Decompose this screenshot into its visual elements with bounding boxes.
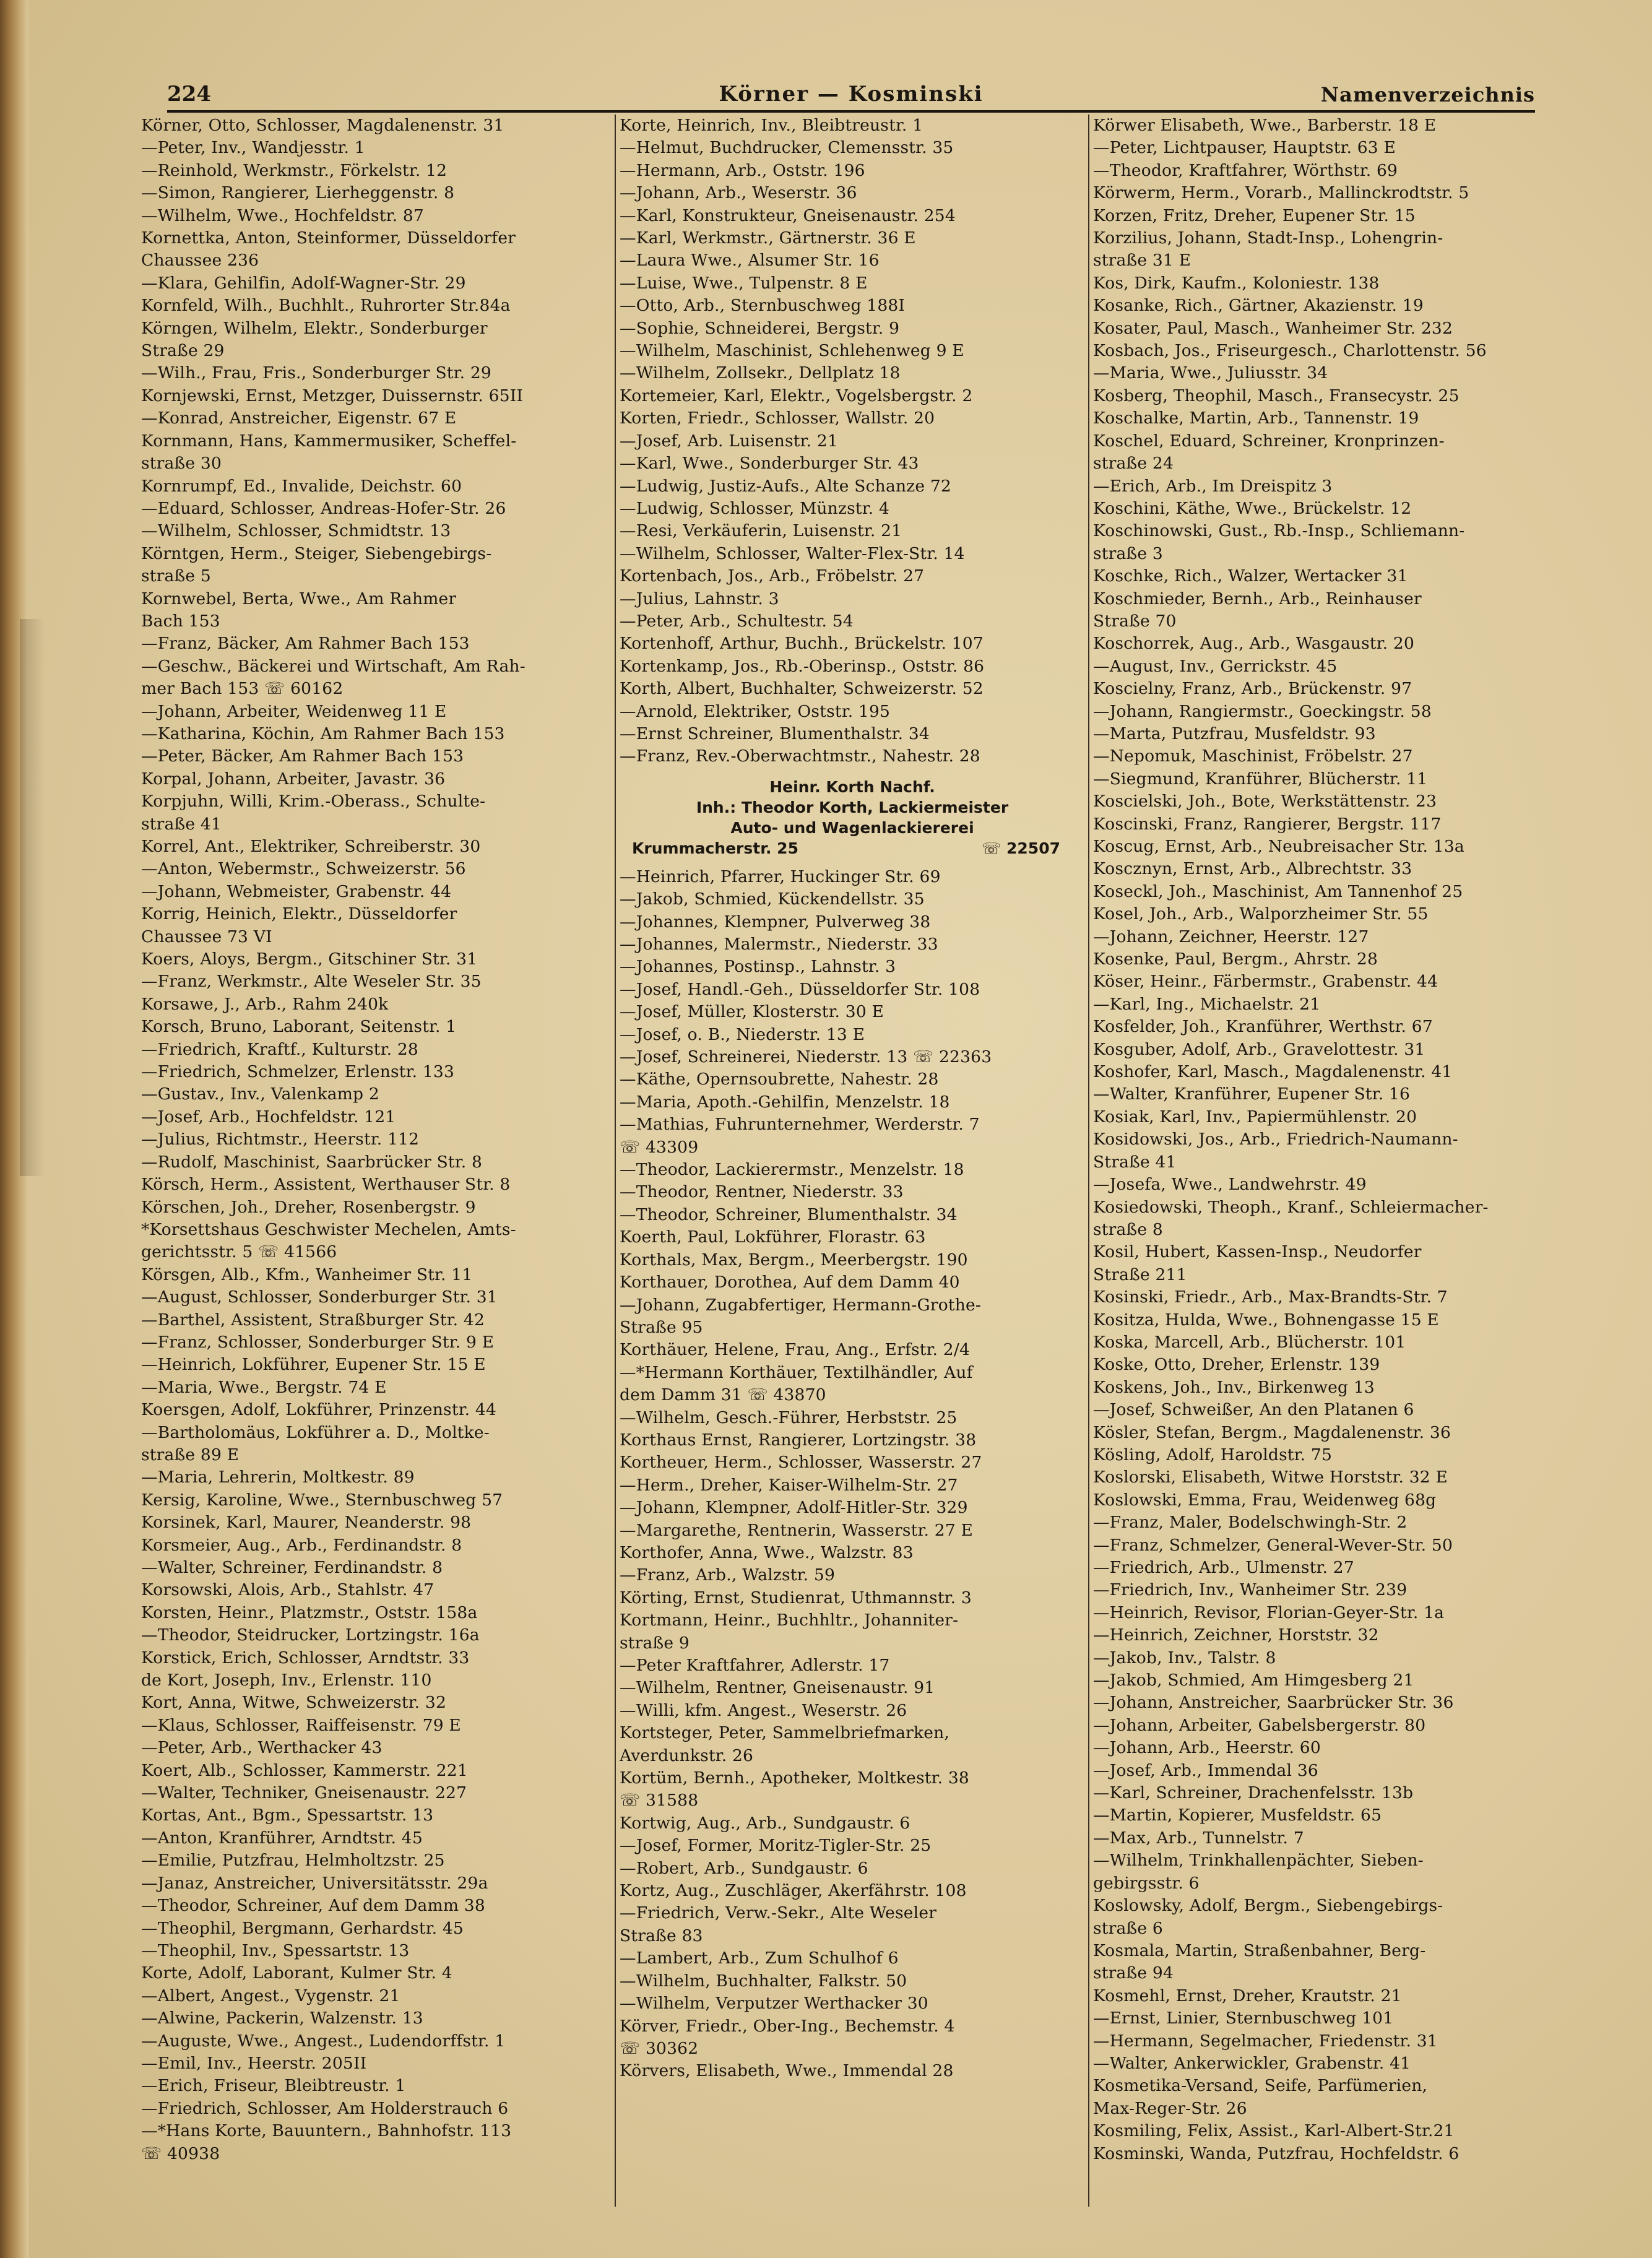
directory-entry: Körwerm, Herm., Vorarb., Mallinckrodtstr. 5 [1093, 183, 1469, 203]
directory-entry: Korstick, Erich, Schlosser, Arndtstr. 33 [141, 1648, 470, 1668]
directory-entry: Straße 70 [1093, 611, 1177, 631]
directory-entry: Kosmiling, Felix, Assist., Karl-Albert-Str.21 [1093, 2121, 1455, 2141]
directory-entry: —Franz, Rev.-Oberwachtmstr., Nahestr. 28 [620, 746, 980, 766]
directory-entry: Körntgen, Herm., Steiger, Siebengebirgs- [141, 543, 492, 563]
directory-entry: Kortmann, Heinr., Buchhltr., Johanniter- [620, 1611, 959, 1630]
section-title: Namenverzeichnis [1320, 83, 1535, 106]
directory-entry: —Josef, Arb., Hochfeldstr. 121 [141, 1107, 396, 1127]
directory-entry: straße 8 [1093, 1219, 1163, 1239]
directory-entry: —Arnold, Elektriker, Oststr. 195 [620, 701, 891, 721]
directory-entry: —Josef, Müller, Klosterstr. 30 E [620, 1002, 884, 1022]
directory-entry: Koscznyn, Ernst, Arb., Albrechtstr. 33 [1093, 859, 1412, 879]
directory-entry: —Wilhelm, Schlosser, Schmidtstr. 13 [141, 521, 451, 541]
directory-entry: —Josef, Arb. Luisenstr. 21 [620, 431, 838, 451]
directory-entry: —Herm., Dreher, Kaiser-Wilhelm-Str. 27 [620, 1475, 958, 1495]
directory-entry: Koert, Alb., Schlosser, Kammerstr. 221 [141, 1760, 468, 1780]
directory-entry: —Martin, Kopierer, Musfeldstr. 65 [1093, 1806, 1382, 1825]
directory-entry: —Josef, Schweißer, An den Platanen 6 [1093, 1400, 1414, 1420]
directory-entry: de Kort, Joseph, Inv., Erlenstr. 110 [141, 1671, 432, 1690]
directory-entry: —Willi, kfm. Angest., Weserstr. 26 [620, 1700, 907, 1720]
ad-contact-line [620, 838, 1085, 859]
directory-entry: Kornettka, Anton, Steinformer, Düsseldorfer [141, 228, 516, 248]
directory-entry: Kosinski, Friedr., Arb., Max-Brandts-Str. 7 [1093, 1287, 1448, 1307]
directory-entry: Max-Reger-Str. 26 [1093, 2098, 1247, 2118]
directory-entry: Straße 29 [141, 341, 225, 361]
directory-entry: —Karl, Konstrukteur, Gneisenaustr. 254 [620, 205, 956, 225]
directory-entry: —Franz, Bäcker, Am Rahmer Bach 153 [141, 634, 470, 654]
directory-entry: Korpjuhn, Willi, Krim.-Oberass., Schulte- [141, 792, 486, 811]
directory-entry: —Heinrich, Zeichner, Horststr. 32 [1093, 1625, 1379, 1645]
ad-phone: ☏ 22507 [982, 839, 1060, 857]
directory-entry: Averdunkstr. 26 [620, 1745, 754, 1765]
directory-entry: —Wilhelm, Trinkhallenpächter, Sieben- [1093, 1851, 1424, 1871]
directory-entry: Koschinowski, Gust., Rb.-Insp., Schliemann- [1093, 521, 1465, 541]
directory-entry: straße 31 E [1093, 251, 1191, 270]
directory-entry: —Wilhelm, Gesch.-Führer, Herbststr. 25 [620, 1408, 958, 1427]
directory-entry: —Karl, Schreiner, Drachenfelsstr. 13b [1093, 1783, 1414, 1803]
directory-entry: —Simon, Rangierer, Lierheggenstr. 8 [141, 183, 455, 203]
directory-entry: Chaussee 236 [141, 251, 259, 270]
directory-entry: Korth, Albert, Buchhalter, Schweizerstr. 52 [620, 679, 984, 699]
directory-entry: Koseckl, Joh., Maschinist, Am Tannenhof 25 [1093, 881, 1463, 901]
directory-entry: Kosmala, Martin, Straßenbahner, Berg- [1093, 1940, 1426, 1960]
directory-entry: —Laura Wwe., Alsumer Str. 16 [620, 251, 880, 270]
directory-entry: —Johannes, Malermstr., Niederstr. 33 [620, 935, 938, 954]
directory-entry: Kornwebel, Berta, Wwe., Am Rahmer [141, 589, 457, 608]
directory-entry: —Wilhelm, Buchhalter, Falkstr. 50 [620, 1971, 907, 1991]
directory-entry: —Anton, Webermstr., Schweizerstr. 56 [141, 859, 466, 879]
directory-entry: straße 6 [1093, 1918, 1163, 1938]
directory-entry: Korthofer, Anna, Wwe., Walzstr. 83 [620, 1542, 914, 1562]
directory-entry: —Walter, Ankerwickler, Grabenstr. 41 [1093, 2053, 1411, 2073]
directory-entry: —Theodor, Lackierermstr., Menzelstr. 18 [620, 1160, 964, 1180]
directory-entry: —*Hans Korte, Bauuntern., Bahnhofstr. 113 [141, 2121, 512, 2141]
directory-entry: —Mathias, Fuhrunternehmer, Werderstr. 7 [620, 1115, 980, 1135]
directory-entry: Kosminski, Wanda, Putzfrau, Hochfeldstr. 6 [1093, 2143, 1460, 2163]
directory-entry: —Theodor, Schreiner, Auf dem Damm 38 [141, 1896, 485, 1916]
directory-entry: —Albert, Angest., Vygenstr. 21 [141, 1986, 400, 2005]
directory-entry: —Johann, Arbeiter, Weidenweg 11 E [141, 701, 447, 721]
directory-entry: —Karl, Ing., Michaelstr. 21 [1093, 994, 1321, 1014]
directory-entry: Koska, Marcell, Arb., Blücherstr. 101 [1093, 1332, 1406, 1352]
directory-entry: Koschorrek, Aug., Arb., Wasgaustr. 20 [1093, 634, 1415, 654]
directory-entry: —Reinhold, Werkmstr., Förkelstr. 12 [141, 160, 448, 180]
directory-entry: —*Hermann Korthäuer, Textilhändler, Auf [620, 1362, 973, 1382]
directory-entry: —Konrad, Anstreicher, Eigenstr. 67 E [141, 409, 457, 428]
directory-entry: —Franz, Schmelzer, General-Wever-Str. 50 [1093, 1535, 1453, 1555]
directory-entry: Korten, Friedr., Schlosser, Wallstr. 20 [620, 409, 935, 428]
directory-entry: *Korsettshaus Geschwister Mechelen, Amts- [141, 1219, 516, 1239]
directory-entry: Körschen, Joh., Dreher, Rosenbergstr. 9 [141, 1197, 476, 1217]
directory-entry: Kosanke, Rich., Gärtner, Akazienstr. 19 [1093, 296, 1424, 316]
directory-entry: —Siegmund, Kranführer, Blücherstr. 11 [1093, 769, 1428, 789]
directory-entry: —Walter, Techniker, Gneisenaustr. 227 [141, 1783, 467, 1803]
directory-entry: —Alwine, Packerin, Walzenstr. 13 [141, 2009, 423, 2028]
directory-entry: —Theophil, Bergmann, Gerhardstr. 45 [141, 1918, 464, 1938]
directory-entry: Kortas, Ant., Bgm., Spessartstr. 13 [141, 1806, 434, 1825]
directory-entry: Koslowski, Emma, Frau, Weidenweg 68g [1093, 1490, 1437, 1510]
directory-entry: —Käthe, Opernsoubrette, Nahestr. 28 [620, 1070, 939, 1089]
directory-entry: Koscielny, Franz, Arb., Brückenstr. 97 [1093, 679, 1412, 699]
directory-entry: Straße 95 [620, 1317, 703, 1337]
directory-entry: Kosmetika-Versand, Seife, Parfümerien, [1093, 2076, 1428, 2096]
directory-entry: Korzen, Fritz, Dreher, Eupener Str. 15 [1093, 205, 1416, 225]
directory-entry: —August, Schlosser, Sonderburger Str. 31 [141, 1287, 498, 1307]
directory-entry: —Franz, Schlosser, Sonderburger Str. 9 E [141, 1332, 495, 1352]
directory-entry: Koshofer, Karl, Masch., Magdalenenstr. 41 [1093, 1062, 1453, 1082]
directory-entry: —Johannes, Klempner, Pulverweg 38 [620, 912, 931, 932]
directory-entry: Kortenbach, Jos., Arb., Fröbelstr. 27 [620, 566, 925, 586]
directory-entry: —Heinrich, Pfarrer, Huckinger Str. 69 [620, 867, 941, 886]
directory-entry: Koslorski, Elisabeth, Witwe Horststr. 32 E [1093, 1468, 1448, 1487]
directory-entry: Kornjewski, Ernst, Metzger, Duissernstr. 65II [141, 386, 524, 405]
directory-entry: Kornfeld, Wilh., Buchhlt., Ruhrorter Str.84a [141, 296, 511, 316]
directory-entry: —Maria, Wwe., Bergstr. 74 E [141, 1377, 387, 1397]
directory-entry: Kösling, Adolf, Haroldstr. 75 [1093, 1445, 1333, 1464]
directory-entry: Koscielski, Joh., Bote, Werkstättenstr. 23 [1093, 792, 1437, 811]
page-header [167, 73, 1535, 113]
directory-entry: Kersig, Karoline, Wwe., Sternbuschweg 57 [141, 1490, 503, 1510]
directory-entry: ☏ 30362 [620, 2038, 699, 2058]
directory-entry: —Heinrich, Revisor, Florian-Geyer-Str. 1a [1093, 1603, 1445, 1622]
directory-entry: Korthals, Max, Bergm., Meerbergstr. 190 [620, 1250, 968, 1270]
directory-entry: —Anton, Kranführer, Arndtstr. 45 [141, 1828, 423, 1848]
directory-entry: Kortwig, Aug., Arb., Sundgaustr. 6 [620, 1813, 910, 1833]
directory-entry: —Ernst Schreiner, Blumenthalstr. 34 [620, 724, 930, 743]
directory-entry: —Wilh., Frau, Fris., Sonderburger Str. 29 [141, 363, 491, 383]
directory-entry: —Erich, Friseur, Bleibtreustr. 1 [141, 2076, 406, 2096]
running-title: Körner — Kosminski [719, 82, 984, 106]
directory-entry: Kositza, Hulda, Wwe., Bohnengasse 15 E [1093, 1310, 1439, 1330]
column-2-bottom-entries [620, 866, 1085, 2083]
directory-entry: —Johann, Klempner, Adolf-Hitler-Str. 329 [620, 1498, 968, 1518]
directory-entry: —Wilhelm, Maschinist, Schlehenweg 9 E [620, 341, 964, 361]
directory-entry: —Karl, Werkmstr., Gärtnerstr. 36 E [620, 228, 916, 248]
directory-entry: Kortz, Aug., Zuschläger, Akerfährstr. 108 [620, 1881, 967, 1901]
directory-entry: —Franz, Maler, Bodelschwingh-Str. 2 [1093, 1513, 1408, 1533]
directory-entry: Straße 211 [1093, 1265, 1187, 1284]
directory-entry: —Julius, Lahnstr. 3 [620, 589, 779, 608]
directory-entry: —Josef, Former, Moritz-Tigler-Str. 25 [620, 1836, 932, 1856]
column-2-top-entries [620, 115, 1085, 768]
directory-entry: —Otto, Arb., Sternbuschweg 188I [620, 296, 906, 316]
directory-entry: —Nepomuk, Maschinist, Fröbelstr. 27 [1093, 746, 1413, 766]
directory-entry: Kortemeier, Karl, Elektr., Vogelsbergstr. 2 [620, 386, 973, 405]
directory-entry: —Jakob, Schmied, Am Himgesberg 21 [1093, 1671, 1414, 1690]
directory-entry: —Peter, Arb., Schultestr. 54 [620, 611, 854, 631]
directory-entry: —Friedrich, Kraftf., Kulturstr. 28 [141, 1039, 418, 1059]
directory-entry: Korsmeier, Aug., Arb., Ferdinandstr. 8 [141, 1535, 462, 1555]
directory-entry: —Erich, Arb., Im Dreispitz 3 [1093, 476, 1333, 496]
directory-entry: Korsowski, Alois, Arb., Stahlstr. 47 [141, 1580, 435, 1600]
directory-entry: —Resi, Verkäuferin, Luisenstr. 21 [620, 521, 902, 541]
directory-entry: —Theodor, Kraftfahrer, Wörthstr. 69 [1093, 160, 1398, 180]
directory-entry: Koscinski, Franz, Rangierer, Bergstr. 117 [1093, 814, 1442, 834]
directory-entry: —August, Inv., Gerrickstr. 45 [1093, 656, 1338, 676]
directory-entry: —Johann, Arbeiter, Gabelsbergerstr. 80 [1093, 1715, 1426, 1735]
directory-entry: —Emil, Inv., Heerstr. 205II [141, 2053, 367, 2073]
directory-entry: Koschalke, Martin, Arb., Tannenstr. 19 [1093, 409, 1419, 428]
directory-entry: —Jakob, Inv., Talstr. 8 [1093, 1648, 1276, 1668]
directory-entry: —Johann, Rangiermstr., Goeckingstr. 58 [1093, 701, 1432, 721]
directory-entry: Korpal, Johann, Arbeiter, Javastr. 36 [141, 769, 446, 789]
directory-entry: —Wilhelm, Schlosser, Walter-Flex-Str. 14 [620, 543, 965, 563]
directory-entry: Körvers, Elisabeth, Wwe., Immendal 28 [620, 2061, 954, 2081]
directory-entry: Kösler, Stefan, Bergm., Magdalenenstr. 36 [1093, 1422, 1451, 1442]
directory-entry: ☏ 43309 [620, 1137, 699, 1157]
directory-entry: Körner, Otto, Schlosser, Magdalenenstr. 31 [141, 116, 504, 135]
directory-entry: Kort, Anna, Witwe, Schweizerstr. 32 [141, 1693, 447, 1713]
directory-entry: —Friedrich, Arb., Ulmenstr. 27 [1093, 1558, 1354, 1577]
directory-entry: —Barthel, Assistent, Straßburger Str. 42 [141, 1310, 485, 1330]
directory-entry: —Johann, Zeichner, Heerstr. 127 [1093, 927, 1369, 946]
directory-entry: Korzilius, Johann, Stadt-Insp., Lohengrin- [1093, 228, 1443, 248]
directory-entry: Köser, Heinr., Färbermstr., Grabenstr. 44 [1093, 972, 1438, 992]
directory-entry: gebirgsstr. 6 [1093, 1873, 1200, 1893]
directory-entry: Körting, Ernst, Studienrat, Uthmannstr. 3 [620, 1588, 972, 1607]
directory-entry: Korrel, Ant., Elektriker, Schreiberstr. 30 [141, 837, 481, 856]
directory-entry: —Klaus, Schlosser, Raiffeisenstr. 79 E [141, 1715, 461, 1735]
directory-entry: Kosguber, Adolf, Arb., Gravelottestr. 31 [1093, 1039, 1425, 1059]
directory-entry: straße 5 [141, 566, 211, 586]
directory-entry: Korte, Heinrich, Inv., Bleibtreustr. 1 [620, 116, 923, 135]
page-number: 224 [167, 82, 211, 106]
directory-entry: Kosiak, Karl, Inv., Papiermühlenstr. 20 [1093, 1107, 1417, 1127]
directory-entry: straße 9 [620, 1633, 690, 1653]
directory-entry: —Lambert, Arb., Zum Schulhof 6 [620, 1949, 899, 1968]
directory-entry: —Friedrich, Schmelzer, Erlenstr. 133 [141, 1062, 455, 1082]
directory-entry: Kosiedowski, Theoph., Kranf., Schleiermacher- [1093, 1197, 1489, 1217]
directory-entry: dem Damm 31 ☏ 43870 [620, 1385, 826, 1405]
directory-entry: Kornmann, Hans, Kammermusiker, Scheffel- [141, 431, 517, 451]
directory-entry: —Friedrich, Schlosser, Am Holderstrauch 6 [141, 2098, 509, 2118]
directory-entry: —Klara, Gehilfin, Adolf-Wagner-Str. 29 [141, 273, 466, 293]
directory-entry: ☏ 40938 [141, 2143, 220, 2163]
directory-entry: Koscug, Ernst, Arb., Neubreisacher Str. 13a [1093, 837, 1464, 856]
ad-owner: Inh.: Theodor Korth, Lackiermeister [696, 798, 1009, 816]
directory-entry: Korte, Adolf, Laborant, Kulmer Str. 4 [141, 1963, 452, 1983]
directory-entry: Kosberg, Theophil, Masch., Fransecystr. 25 [1093, 386, 1460, 405]
directory-entry: Koerth, Paul, Lokführer, Florastr. 63 [620, 1227, 926, 1247]
column-3 [1088, 115, 1563, 2207]
directory-entry: Koers, Aloys, Bergm., Gitschiner Str. 31 [141, 949, 478, 969]
ad-company: Heinr. Korth Nachf. [769, 777, 935, 796]
directory-entry: Koschel, Eduard, Schreiner, Kronprinzen- [1093, 431, 1445, 451]
directory-entry: —Peter, Inv., Wandjesstr. 1 [141, 138, 365, 158]
directory-entry: gerichtsstr. 5 ☏ 41566 [141, 1242, 337, 1262]
directory-entry: Koersgen, Adolf, Lokführer, Prinzenstr. 44 [141, 1400, 497, 1420]
directory-entry: —Wilhelm, Wwe., Hochfeldstr. 87 [141, 205, 424, 225]
directory-entry: —Theophil, Inv., Spessartstr. 13 [141, 1940, 410, 1960]
directory-entry: —Margarethe, Rentnerin, Wasserstr. 27 E [620, 1520, 974, 1540]
directory-entry: —Ernst, Linier, Sternbuschweg 101 [1093, 2009, 1394, 2028]
directory-entry: —Karl, Wwe., Sonderburger Str. 43 [620, 454, 919, 474]
directory-entry: Chaussee 73 VI [141, 927, 272, 946]
advertisement-box [620, 768, 1085, 866]
directory-entry: —Ludwig, Schlosser, Münzstr. 4 [620, 498, 890, 518]
directory-entry: Koschke, Rich., Walzer, Wertacker 31 [1093, 566, 1408, 586]
directory-entry: —Johann, Arb., Heerstr. 60 [1093, 1738, 1321, 1758]
directory-entry: Körver, Friedr., Ober-Ing., Bechemstr. 4 [620, 2016, 955, 2036]
page-stain [20, 619, 45, 1176]
directory-entry: mer Bach 153 ☏ 60162 [141, 679, 344, 699]
directory-entry: Körngen, Wilhelm, Elektr., Sonderburger [141, 318, 488, 338]
directory-entry: —Theodor, Schreiner, Blumenthalstr. 34 [620, 1205, 958, 1224]
directory-entry: —Franz, Werkmstr., Alte Weseler Str. 35 [141, 972, 482, 992]
directory-entry: —Heinrich, Lokführer, Eupener Str. 15 E [141, 1355, 486, 1375]
ad-business: Auto- und Wagenlackiererei [730, 818, 974, 837]
directory-entry: —Maria, Apoth.-Gehilfin, Menzelstr. 18 [620, 1092, 950, 1112]
directory-entry: Kosfelder, Joh., Kranführer, Werthstr. 67 [1093, 1017, 1433, 1037]
directory-entry: —Wilhelm, Verputzer Werthacker 30 [620, 1994, 928, 2014]
directory-entry: Kosmehl, Ernst, Dreher, Krautstr. 21 [1093, 1986, 1402, 2005]
directory-entry: —Max, Arb., Tunnelstr. 7 [1093, 1828, 1304, 1848]
directory-entry: —Marta, Putzfrau, Musfeldstr. 93 [1093, 724, 1376, 743]
directory-entry: Kos, Dirk, Kaufm., Koloniestr. 138 [1093, 273, 1380, 293]
directory-entry: —Sophie, Schneiderei, Bergstr. 9 [620, 318, 900, 338]
directory-entry: Kosbach, Jos., Friseurgesch., Charlottenstr. 56 [1093, 341, 1487, 361]
directory-entry: —Josef, o. B., Niederstr. 13 E [620, 1024, 865, 1044]
directory-entry: Korthaus Ernst, Rangierer, Lortzingstr. 38 [620, 1430, 977, 1450]
directory-entry: —Robert, Arb., Sundgaustr. 6 [620, 1858, 868, 1878]
directory-entry: —Josefa, Wwe., Landwehrstr. 49 [1093, 1175, 1367, 1195]
directory-entry: —Jakob, Schmied, Kückendellstr. 35 [620, 889, 925, 909]
directory-entry: Koslowsky, Adolf, Bergm., Siebengebirgs- [1093, 1896, 1443, 1916]
directory-entry: —Johannes, Postinsp., Lahnstr. 3 [620, 957, 896, 977]
directory-entry: Kosater, Paul, Masch., Wanheimer Str. 232 [1093, 318, 1453, 338]
directory-entry: —Hermann, Arb., Oststr. 196 [620, 160, 865, 180]
directory-entry: Korthauer, Dorothea, Auf dem Damm 40 [620, 1273, 960, 1292]
directory-entry: —Bartholomäus, Lokführer a. D., Moltke- [141, 1422, 490, 1442]
directory-entry: —Gustav., Inv., Valenkamp 2 [141, 1084, 379, 1104]
directory-entry: Körsgen, Alb., Kfm., Wanheimer Str. 11 [141, 1265, 473, 1284]
directory-entry: —Eduard, Schlosser, Andreas-Hofer-Str. 26 [141, 498, 506, 518]
directory-entry: straße 89 E [141, 1445, 240, 1464]
directory-entry: straße 30 [141, 454, 222, 474]
directory-entry: straße 41 [141, 814, 222, 834]
directory-entry: Kornrumpf, Ed., Invalide, Deichstr. 60 [141, 476, 462, 496]
directory-entry: Koskens, Joh., Inv., Birkenweg 13 [1093, 1377, 1375, 1397]
directory-entry: —Johann, Anstreicher, Saarbrücker Str. 36 [1093, 1693, 1454, 1713]
directory-entry: Korsten, Heinr., Platzmstr., Oststr. 158a [141, 1603, 478, 1622]
directory-entry: —Friedrich, Verw.-Sekr., Alte Weseler [620, 1903, 937, 1923]
directory-entry: —Theodor, Steidrucker, Lortzingstr. 16a [141, 1625, 480, 1645]
directory-entry: —Helmut, Buchdrucker, Clemensstr. 35 [620, 138, 954, 158]
directory-entry: Kortsteger, Peter, Sammelbriefmarken, [620, 1723, 949, 1743]
directory-entry: straße 94 [1093, 1963, 1174, 1983]
directory-entry: Koschmieder, Bernh., Arb., Reinhauser [1093, 589, 1422, 608]
directory-entry: —Luise, Wwe., Tulpenstr. 8 E [620, 273, 868, 293]
directory-entry: Korsinek, Karl, Maurer, Neanderstr. 98 [141, 1513, 472, 1533]
directory-entry: straße 3 [1093, 543, 1163, 563]
directory-entry: ☏ 31588 [620, 1791, 699, 1810]
directory-entry: Koske, Otto, Dreher, Erlenstr. 139 [1093, 1355, 1380, 1375]
directory-entry: Körsch, Herm., Assistent, Werthauser Str. 8 [141, 1175, 511, 1195]
directory-entry: —Josef, Arb., Immendal 36 [1093, 1760, 1318, 1780]
directory-entry: Kortüm, Bernh., Apotheker, Moltkestr. 38 [620, 1768, 969, 1788]
directory-entry: straße 24 [1093, 454, 1174, 474]
directory-entry: —Emilie, Putzfrau, Helmholtzstr. 25 [141, 1851, 445, 1871]
directory-entry: —Friedrich, Inv., Wanheimer Str. 239 [1093, 1580, 1408, 1600]
directory-entry: —Johann, Webmeister, Grabenstr. 44 [141, 881, 452, 901]
directory-entry: —Katharina, Köchin, Am Rahmer Bach 153 [141, 724, 505, 743]
directory-entry: —Walter, Schreiner, Ferdinandstr. 8 [141, 1558, 443, 1577]
directory-entry: Korthäuer, Helene, Frau, Ang., Erfstr. 2/4 [620, 1340, 971, 1360]
directory-entry: —Wilhelm, Rentner, Gneisenaustr. 91 [620, 1678, 935, 1698]
directory-entry: —Hermann, Segelmacher, Friedenstr. 31 [1093, 2031, 1438, 2051]
column-1 [141, 115, 604, 2207]
directory-entry: Straße 41 [1093, 1152, 1177, 1172]
directory-entry: —Walter, Kranführer, Eupener Str. 16 [1093, 1084, 1411, 1104]
directory-entry: Kosidowski, Jos., Arb., Friedrich-Naumann- [1093, 1130, 1458, 1149]
directory-entry: —Maria, Wwe., Juliusstr. 34 [1093, 363, 1328, 383]
directory-entry: Kortenhoff, Arthur, Buchh., Brückelstr. 107 [620, 634, 984, 654]
directory-entry: Koschini, Käthe, Wwe., Brückelstr. 12 [1093, 498, 1412, 518]
directory-entry: Kosenke, Paul, Bergm., Ahrstr. 28 [1093, 949, 1378, 969]
directory-entry: —Josef, Handl.-Geh., Düsseldorfer Str. 108 [620, 979, 980, 999]
directory-entry: —Auguste, Wwe., Angest., Ludendorffstr. 1 [141, 2031, 506, 2051]
directory-entry: —Geschw., Bäckerei und Wirtschaft, Am Rah- [141, 656, 525, 676]
ad-address: Krummacherstr. 25 [632, 839, 798, 857]
directory-entry: —Peter, Bäcker, Am Rahmer Bach 153 [141, 746, 464, 766]
directory-entry: —Franz, Arb., Walzstr. 59 [620, 1565, 836, 1585]
directory-entry: —Peter, Lichtpauser, Hauptstr. 63 E [1093, 138, 1396, 158]
column-2 [615, 115, 1085, 2207]
directory-entry: Kosel, Joh., Arb., Walporzheimer Str. 55 [1093, 904, 1429, 924]
directory-entry: Korrig, Heinich, Elektr., Düsseldorfer [141, 904, 457, 924]
directory-entry: —Josef, Schreinerei, Niederstr. 13 ☏ 22363 [620, 1047, 992, 1067]
directory-entry: —Janaz, Anstreicher, Universitätsstr. 29a [141, 1873, 488, 1893]
directory-entry: —Rudolf, Maschinist, Saarbrücker Str. 8 [141, 1152, 483, 1172]
directory-entry: —Peter, Arb., Werthacker 43 [141, 1738, 383, 1758]
directory-entry: Kortenkamp, Jos., Rb.-Oberinsp., Oststr. 86 [620, 656, 985, 676]
directory-entry: Korsawe, J., Arb., Rahm 240k [141, 994, 389, 1014]
directory-entry: —Maria, Lehrerin, Moltkestr. 89 [141, 1468, 415, 1487]
directory-entry: Körwer Elisabeth, Wwe., Barberstr. 18 E [1093, 116, 1437, 135]
directory-entry: —Johann, Arb., Weserstr. 36 [620, 183, 857, 203]
directory-entry: —Julius, Richtmstr., Heerstr. 112 [141, 1130, 420, 1149]
directory-entry: Kosil, Hubert, Kassen-Insp., Neudorfer [1093, 1242, 1422, 1262]
directory-entry: Korsch, Bruno, Laborant, Seitenstr. 1 [141, 1017, 457, 1037]
directory-entry: —Peter Kraftfahrer, Adlerstr. 17 [620, 1656, 890, 1675]
directory-entry: Straße 83 [620, 1926, 703, 1945]
directory-entry: —Johann, Zugabfertiger, Hermann-Grothe- [620, 1295, 982, 1315]
directory-entry: —Wilhelm, Zollsekr., Dellplatz 18 [620, 363, 901, 383]
directory-entry: —Theodor, Rentner, Niederstr. 33 [620, 1182, 904, 1202]
directory-entry: Bach 153 [141, 611, 220, 631]
directory-entry: Kortheuer, Herm., Schlosser, Wasserstr. 27 [620, 1453, 982, 1473]
directory-entry: —Ludwig, Justiz-Aufs., Alte Schanze 72 [620, 476, 951, 496]
